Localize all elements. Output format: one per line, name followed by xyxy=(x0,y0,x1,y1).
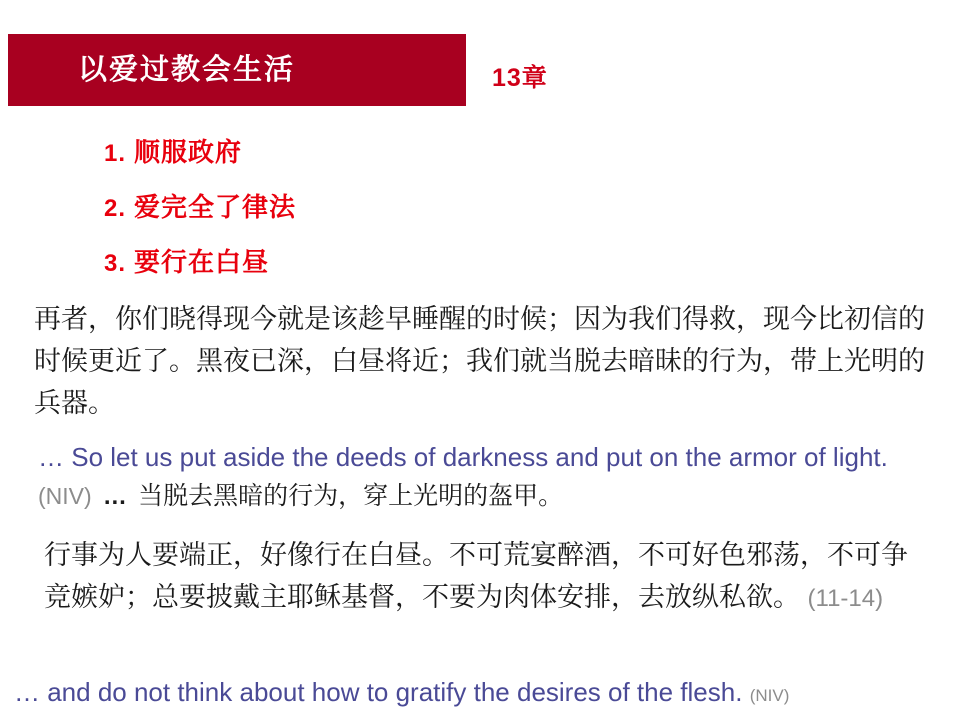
list-item xyxy=(104,242,744,279)
scripture-chinese-first: 再者，你们晓得现今就是该趁早睡醒的时候；因为我们得救，现今比初信的时候更近了。黑夜已深，白昼将近；我们就当脱去暗昧的行为，带上光明的兵器。 xyxy=(34,304,925,418)
list-item-label: 顺服政府 xyxy=(134,137,243,167)
scripture-english-second xyxy=(14,676,958,712)
scripture-chinese-second xyxy=(44,534,924,620)
list-item-number: 2. xyxy=(104,195,127,222)
list-item xyxy=(104,187,744,224)
scripture-english-text: … So let us put aside the deeds of darkness and put on the armor of light. xyxy=(38,442,888,472)
scripture-english-first xyxy=(38,438,928,516)
slide-title-band xyxy=(8,34,466,106)
outline-list xyxy=(104,132,744,297)
list-item-number: 1. xyxy=(104,140,127,167)
scripture-english-second-text: … and do not think about how to gratify the desires of the flesh. xyxy=(14,677,743,707)
translation-tag: (NIV) xyxy=(38,483,92,509)
list-item-label: 爱完全了律法 xyxy=(134,192,297,222)
list-item-label: 要行在白昼 xyxy=(134,247,270,277)
chapter-label: 13章 xyxy=(492,64,548,92)
scripture-chinese-inline: 当脱去黑暗的行为，穿上光明的盔甲。 xyxy=(138,482,564,510)
translation-tag: (NIV) xyxy=(749,686,790,705)
list-item-number: 3. xyxy=(104,250,127,277)
verse-range: (11-14) xyxy=(807,585,884,612)
scripture-chinese-second-text: 行事为人要端正，好像行在白昼。不可荒宴醉酒，不可好色邪荡，不可争竞嫉妒；总要披戴主耶稣基督，不要为肉体安排，去放纵私欲。 xyxy=(44,540,908,612)
page-title: 以爱过教会生活 xyxy=(78,53,296,86)
ellipsis-separator: … xyxy=(102,483,127,510)
list-item xyxy=(104,132,744,169)
